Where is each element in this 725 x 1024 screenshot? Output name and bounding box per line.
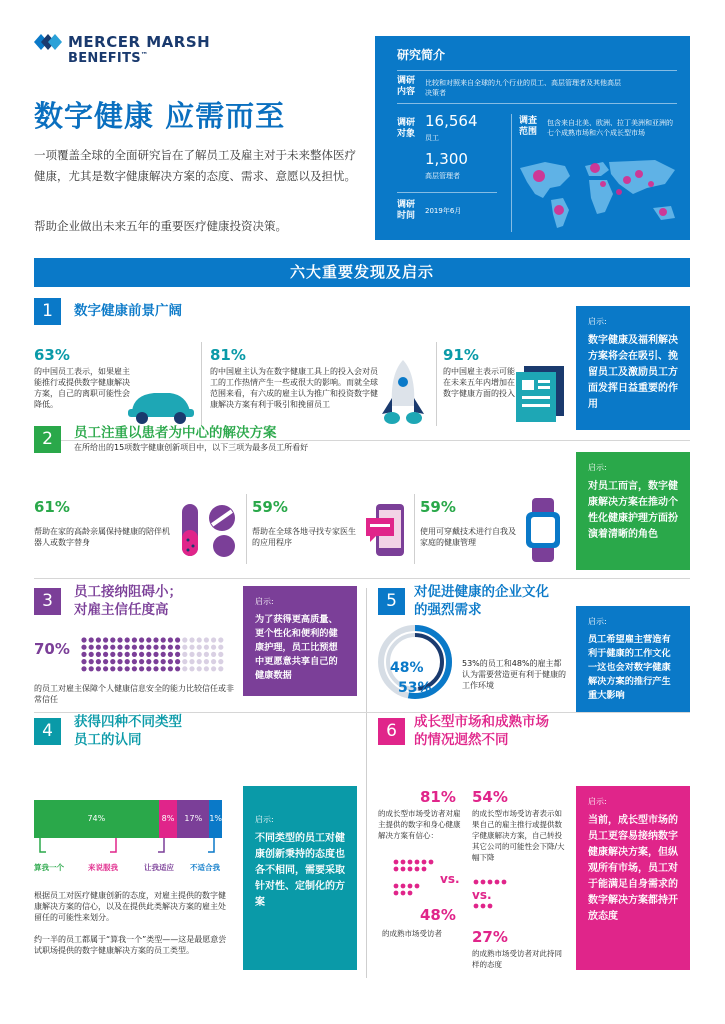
- trust-dot: [211, 645, 216, 650]
- trust-dot: [175, 637, 180, 642]
- trust-dot: [182, 652, 187, 657]
- s3-text: 的员工对雇主保障个人健康信息安全的能力比较信任或非常信任: [34, 684, 234, 704]
- manager-count: 1,300: [425, 150, 468, 168]
- trust-dot: [189, 666, 194, 671]
- trust-dot: [218, 666, 223, 671]
- trust-dot: [204, 637, 209, 642]
- trust-dot: [168, 645, 173, 650]
- s4-paragraph-1: 根据员工对医疗健康创新的态度，对雇主提供的数字健康解决方案的信心，以及在提供此类解决方案的雇主处留任的可能性来划分。: [34, 891, 226, 922]
- trust-dot: [81, 659, 86, 664]
- research-scope-text: 包含来自北美、欧洲、拉丁美洲和亚洲的七个成熟市场和六个成长型市场: [547, 119, 673, 137]
- section-2-subtitle: 在所给出的15项数字健康创新项目中，以下三项为最多员工所看好: [74, 443, 309, 452]
- s6-c-pct: 54%: [472, 788, 508, 806]
- employee-count: 16,564: [425, 112, 478, 130]
- segment-adapt-label: 让我适应: [144, 863, 174, 872]
- trust-dot: [218, 659, 223, 664]
- section-1-title: 数字健康前景广阔: [74, 303, 182, 319]
- trust-dot: [96, 666, 101, 671]
- trust-dot: [146, 637, 151, 642]
- trust-dot: [161, 652, 166, 657]
- research-scope-label: 调查 范围: [519, 116, 538, 137]
- brand-name-line2: BENEFITS™: [68, 51, 149, 66]
- intro-paragraph-2: 帮助企业做出未来五年的重要医疗健康投资决策。: [34, 219, 287, 233]
- s2-stat2-pct: 59%: [252, 498, 288, 516]
- trust-dot: [182, 666, 187, 671]
- employee-count-label: 员工: [425, 134, 439, 142]
- section-6-title-line1: 成长型市场和成熟市场: [414, 714, 549, 730]
- research-content-label: 调研 内容: [397, 76, 416, 97]
- trust-dot: [81, 637, 86, 642]
- s1-stat2-pct: 81%: [210, 346, 246, 364]
- trust-dot: [110, 652, 115, 657]
- trust-dot: [146, 659, 151, 664]
- trust-dot: [168, 666, 173, 671]
- segment-not-for-me-label: 不适合我: [190, 863, 220, 872]
- trust-dot: [89, 645, 94, 650]
- section-3-number: 3: [34, 588, 61, 615]
- trust-dot: [197, 652, 202, 657]
- trust-dot: [161, 659, 166, 664]
- s6-d-text: 的成熟市场受访者对此持同样的态度: [472, 949, 562, 969]
- section-6-number: 6: [378, 718, 405, 745]
- s6-a-text: 的成长型市场受访者对雇主提供的数字和身心健康解决方案有信心：: [378, 809, 461, 840]
- research-object-label: 调研 对象: [397, 118, 416, 139]
- trust-dot: [153, 666, 158, 671]
- segment-in: 74%: [34, 800, 159, 838]
- trust-dot-grid: [80, 636, 226, 674]
- section-6-insight-box: 启示: 当前，成长型市场的员工更容易接纳数字健康解决方案，但纵观所有市场，员工对于能满足自身需求的数字解决方案都持开放态度: [576, 786, 690, 970]
- s2-stat3-pct: 59%: [420, 498, 456, 516]
- trust-dot: [110, 637, 115, 642]
- s6-a-pct: 81%: [420, 788, 456, 806]
- trust-dot: [125, 645, 130, 650]
- section-2-title: 员工注重以患者为中心的解决方案: [74, 425, 277, 441]
- mobile-chat-icon: [364, 500, 412, 560]
- section-2-insight-box: 启示: 对员工而言，数字健康解决方案在推动个性化健康护理方面扮演着清晰的角色: [576, 452, 690, 570]
- trust-dot: [139, 652, 144, 657]
- trust-dot: [132, 666, 137, 671]
- s6-b-text: 的成熟市场受访者: [382, 929, 442, 938]
- trust-dot: [189, 652, 194, 657]
- segment-convince: 8%: [159, 800, 178, 838]
- trust-dot: [161, 666, 166, 671]
- section-3-title-line1: 员工接纳阻碍小；: [74, 584, 182, 600]
- trust-dot: [139, 637, 144, 642]
- manager-count-label: 高层管理者: [425, 172, 460, 180]
- trust-dot: [103, 652, 108, 657]
- s1-stat1-pct: 63%: [34, 346, 70, 364]
- trust-dot: [204, 659, 209, 664]
- trust-dot: [117, 637, 122, 642]
- trust-dot: [189, 645, 194, 650]
- trust-dot: [103, 666, 108, 671]
- trust-dot: [132, 652, 137, 657]
- trust-dot: [125, 659, 130, 664]
- segment-not-for-me: 1%: [209, 800, 222, 838]
- trust-dot: [103, 659, 108, 664]
- s5-text: 53%的员工和48%的雇主都认为需要营造更有利于健康的工作环境: [462, 659, 566, 690]
- page-title: 数字健康 应需而至: [34, 99, 286, 133]
- s1-stat1-text: 的中国员工表示，如果雇主能推行或提供数字健康解决方案，自己的离职可能性会降低。: [34, 367, 130, 409]
- section-1-number: 1: [34, 298, 61, 325]
- trust-dot: [96, 659, 101, 664]
- trust-dot: [168, 652, 173, 657]
- trust-dot: [81, 652, 86, 657]
- trust-dot: [89, 652, 94, 657]
- trust-dot: [117, 666, 122, 671]
- intro-paragraph-1: 一项覆盖全球的全面研究旨在了解员工及雇主对于未来整体医疗健康，尤其是数字健康解决方案的态度、需求、意愿以及担忧。: [34, 148, 356, 183]
- segment-in-label: 算我一个: [34, 863, 64, 872]
- trust-dot: [153, 637, 158, 642]
- section-2-number: 2: [34, 426, 61, 453]
- trust-dot: [146, 652, 151, 657]
- trust-dot: [161, 645, 166, 650]
- trust-dot: [211, 652, 216, 657]
- trust-dot: [146, 666, 151, 671]
- trust-dot: [211, 659, 216, 664]
- s2-stat2-text: 帮助在全球各地寻找专家医生的应用程序: [252, 527, 356, 547]
- s4-paragraph-2: 约一半的员工都属于“算我一个”类型——这是最愿意尝试职场提供的数字健康解决方案的员工类型。: [34, 935, 227, 955]
- segment-connectors: [34, 838, 224, 862]
- trust-dot: [89, 637, 94, 642]
- trust-dot: [132, 645, 137, 650]
- car-icon: [124, 385, 198, 425]
- trust-dot: [197, 637, 202, 642]
- trust-dot: [189, 637, 194, 642]
- trust-dot: [125, 666, 130, 671]
- trust-dot: [182, 659, 187, 664]
- six-findings-banner: 六大重要发现及启示: [34, 258, 690, 287]
- trust-dot: [197, 645, 202, 650]
- trust-dot: [197, 666, 202, 671]
- trust-dot: [132, 659, 137, 664]
- trust-dot: [110, 645, 115, 650]
- rocket-icon: [378, 358, 428, 426]
- trust-dot: [89, 659, 94, 664]
- trust-dot: [117, 659, 122, 664]
- section-4-title-line1: 获得四种不同类型: [74, 714, 182, 730]
- s6-c-text: 的成长型市场受访者表示如果自己的雇主推行或提供数字健康解决方案，自己转投其它公司的可能性会下降/大幅下降: [472, 809, 565, 862]
- trust-dot: [146, 645, 151, 650]
- trust-dot: [96, 637, 101, 642]
- trust-dot: [218, 637, 223, 642]
- section-5-insight-box: 启示: 员工希望雇主营造有利于健康的工作文化一这也会对数字健康解决方案的推行产生重大影响: [576, 606, 690, 712]
- trust-dot: [125, 652, 130, 657]
- trust-dot: [81, 645, 86, 650]
- s5-pct-b: 53%: [398, 680, 432, 696]
- trust-dot: [175, 659, 180, 664]
- brand-name-line1: MERCER MARSH: [68, 33, 211, 51]
- trust-dot: [139, 666, 144, 671]
- segment-adapt: 17%: [177, 800, 209, 838]
- s6-vs-right: vs.: [472, 888, 492, 902]
- trust-dot: [96, 652, 101, 657]
- trust-dot: [189, 659, 194, 664]
- trust-dot: [153, 645, 158, 650]
- world-map-icon: [515, 154, 685, 234]
- trust-dot: [117, 652, 122, 657]
- section-1-insight-box: 启示: 数字健康及福利解决方案将会在吸引、挽留员工及激励员工方面发挥日益重要的作用: [576, 306, 690, 430]
- trust-dot: [182, 645, 187, 650]
- section-3-insight-box: 启示: 为了获得更高质量、更个性化和便利的健康护理，员工比预想中更愿意共享自己的健康数据: [243, 586, 357, 696]
- trust-dot: [139, 659, 144, 664]
- employee-type-bar: [34, 800, 222, 838]
- section-6-title-line2: 的情况迥然不同: [414, 732, 509, 748]
- trust-dot: [103, 637, 108, 642]
- trust-dot: [161, 637, 166, 642]
- research-content-text: 比较和对照来自全球的九个行业的员工、高层管理者及其他高层决策者: [425, 79, 621, 97]
- s1-stat3-pct: 91%: [443, 346, 479, 364]
- s2-stat1-text: 帮助在家的高龄亲属保持健康的陪伴机器人或数字替身: [34, 527, 170, 547]
- smartwatch-icon: [522, 496, 564, 564]
- trust-dot: [96, 645, 101, 650]
- trust-dot: [218, 645, 223, 650]
- document-icon: [514, 366, 566, 422]
- mercer-logo-icon: [34, 34, 62, 50]
- trust-dot: [153, 652, 158, 657]
- trust-dot: [132, 637, 137, 642]
- research-time-label: 调研 时间: [397, 200, 416, 221]
- trust-dot: [81, 666, 86, 671]
- trust-dot: [218, 652, 223, 657]
- s6-b-pct: 48%: [420, 906, 456, 924]
- section-4-insight-box: 启示: 不同类型的员工对健康创新秉持的态度也各不相同，需要采取针对性、定制化的方案: [243, 786, 357, 970]
- pills-icon: [178, 500, 242, 560]
- trust-dot: [89, 666, 94, 671]
- section-3-title-line2: 对雇主信任度高: [74, 602, 169, 618]
- research-time-text: 2019年6月: [425, 207, 462, 215]
- research-title: 研究简介: [397, 48, 446, 62]
- s6-d-pct: 27%: [472, 928, 508, 946]
- trust-dot: [175, 666, 180, 671]
- s2-stat1-pct: 61%: [34, 498, 70, 516]
- section-5-number: 5: [378, 588, 405, 615]
- trust-dot: [110, 666, 115, 671]
- section-5-title-line1: 对促进健康的企业文化: [414, 584, 549, 600]
- trust-dot: [211, 666, 216, 671]
- trust-dot: [204, 666, 209, 671]
- trust-dot: [139, 645, 144, 650]
- s2-stat3-text: 使用可穿戴技术进行自我及家庭的健康管理: [420, 527, 516, 547]
- s5-pct-a: 48%: [390, 660, 424, 676]
- s3-pct: 70%: [34, 640, 70, 658]
- trust-dot: [110, 659, 115, 664]
- s1-stat3-text: 的中国雇主表示可能在未来五年内增加在数字健康方面的投入: [443, 367, 515, 398]
- section-4-title-line2: 员工的认同: [74, 732, 142, 748]
- trust-dot: [197, 659, 202, 664]
- trust-dot: [182, 637, 187, 642]
- trust-dot: [204, 645, 209, 650]
- trust-dot: [175, 652, 180, 657]
- trust-dot: [153, 659, 158, 664]
- trust-dot: [125, 637, 130, 642]
- s6-vs-left: vs.: [440, 872, 460, 886]
- section-4-number: 4: [34, 718, 61, 745]
- trust-dot: [103, 645, 108, 650]
- trust-dot: [168, 637, 173, 642]
- s1-stat2-text: 的中国雇主认为在数字健康工具上的投入会对员工的工作热情产生一些或很大的影响。而就全球范围来看，有六成的雇主认为推广和投资数字健康解决方案有利于吸引和挽留员工: [210, 367, 378, 409]
- research-summary-panel: [375, 36, 690, 240]
- trust-dot: [204, 652, 209, 657]
- trust-dot: [117, 645, 122, 650]
- section-5-title-line2: 的强烈需求: [414, 602, 482, 618]
- trust-dot: [168, 659, 173, 664]
- trust-dot: [175, 645, 180, 650]
- segment-convince-label: 来说服我: [88, 863, 118, 872]
- trust-dot: [211, 637, 216, 642]
